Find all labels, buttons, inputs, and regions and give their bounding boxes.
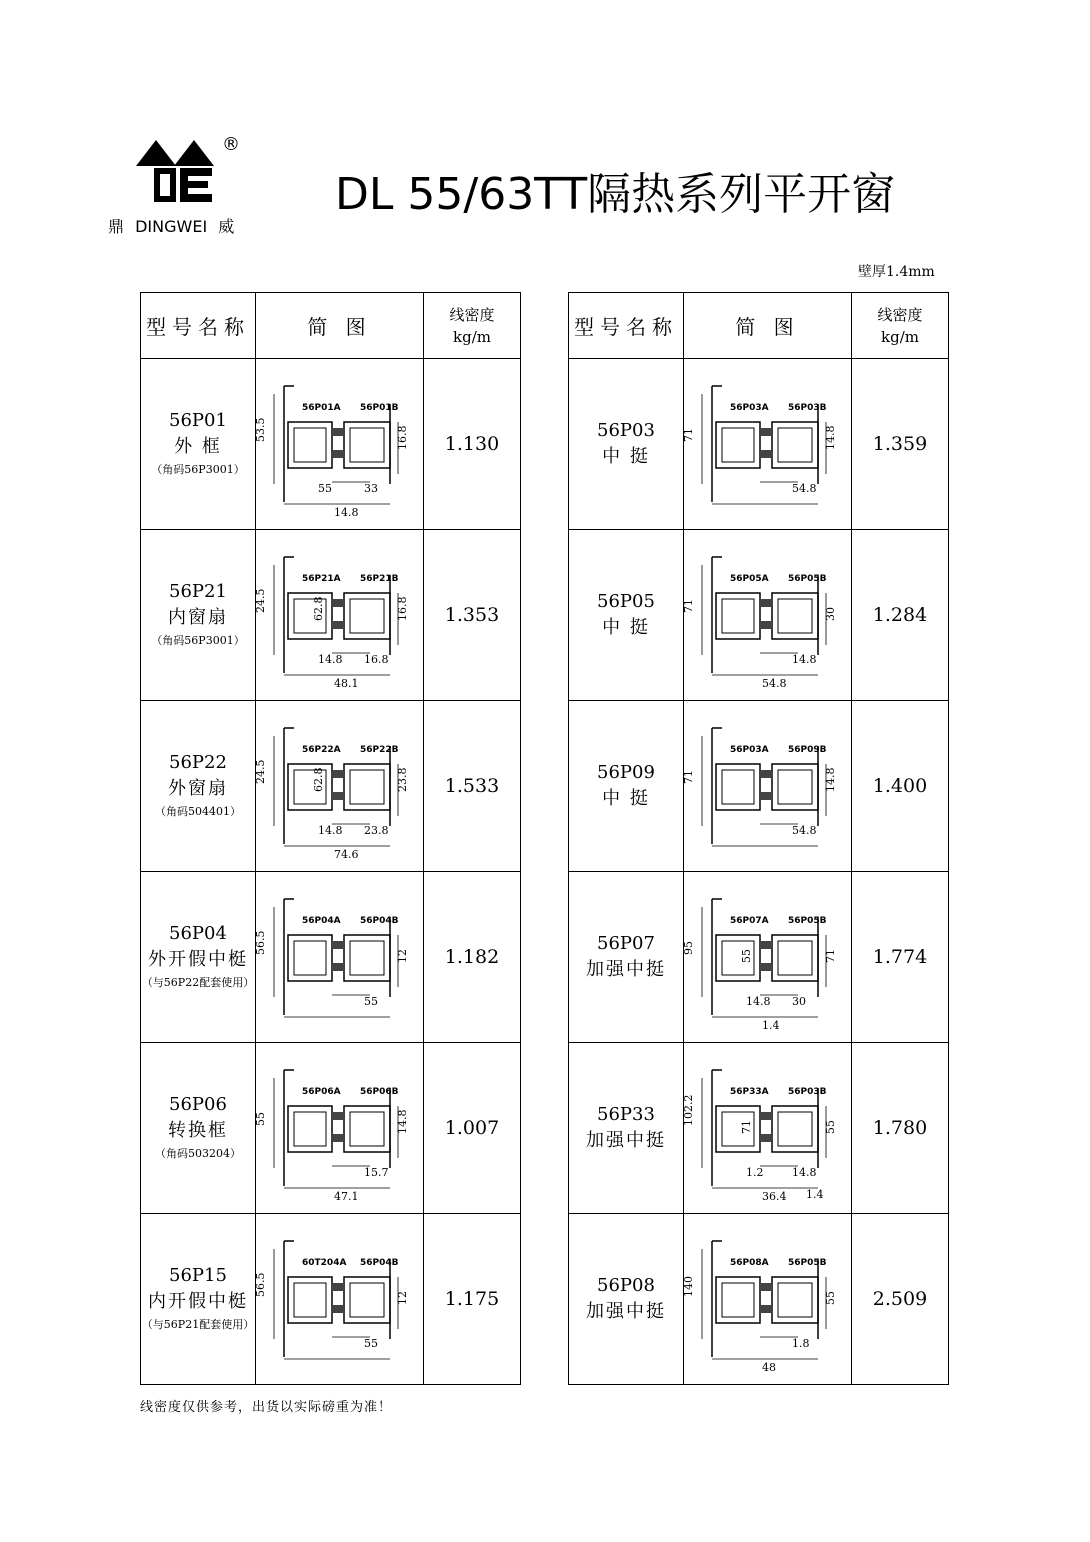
- dimension-label: 30: [791, 995, 806, 1008]
- thermal-break-strip: [332, 1283, 344, 1291]
- dimension-label: 14.8: [791, 1166, 816, 1179]
- dimension-label: 140: [681, 1276, 695, 1297]
- dimension-label: 55: [317, 482, 332, 495]
- dimension-label: 1.2: [745, 1166, 763, 1179]
- profile-chamber: [344, 1106, 390, 1152]
- dimension-label: 95: [681, 941, 695, 955]
- thermal-break-strip: [760, 450, 772, 458]
- thermal-break-strip: [760, 428, 772, 436]
- table-row: [569, 530, 949, 701]
- header-name: 型号名称: [569, 293, 684, 359]
- profile-part-label: 56P03A: [729, 403, 769, 413]
- diagram-cell: [681, 701, 852, 872]
- thermal-break-strip: [332, 1305, 344, 1313]
- dimension-label: 102.2: [681, 1094, 695, 1126]
- profile-chamber: [778, 770, 812, 804]
- profile-part-label: 56P08A: [729, 1258, 769, 1268]
- thermal-break-strip: [332, 963, 344, 971]
- diagram-cell: [253, 359, 424, 530]
- table-row: [141, 530, 521, 701]
- profile-chamber: [778, 941, 812, 975]
- spec-table-left: [140, 292, 521, 1385]
- profile-chamber: [772, 764, 818, 810]
- dimension-label: 14.8: [317, 653, 342, 666]
- profile-chamber: [288, 422, 332, 468]
- brand-en: DINGWEI: [135, 217, 208, 236]
- profile-diagram: [681, 706, 848, 866]
- header-name: 型号名称: [141, 293, 256, 359]
- profile-chamber: [716, 935, 760, 981]
- density-value: 1.175: [424, 1214, 521, 1385]
- dingwei-logo-icon: [136, 136, 216, 206]
- thermal-break-strip: [760, 792, 772, 800]
- profile-chamber: [722, 770, 754, 804]
- profile-part-label: 56P05B: [787, 1258, 827, 1268]
- table-row: [569, 872, 949, 1043]
- dimension-label: 14.8: [823, 425, 837, 450]
- profile-chamber: [350, 941, 384, 975]
- dimension-label: 33: [363, 482, 378, 495]
- profile-chamber: [778, 428, 812, 462]
- profile-part-label: 56P06B: [359, 1087, 399, 1097]
- thermal-break-strip: [332, 941, 344, 949]
- model-code: 56P15: [169, 1265, 227, 1286]
- model-cell: [141, 1214, 256, 1385]
- header-diagram: 简 图: [256, 293, 424, 359]
- profile-chamber: [716, 422, 760, 468]
- dimension-label: 1.4: [805, 1188, 823, 1201]
- profile-part-label: 60T204A: [301, 1258, 346, 1268]
- profile-chamber: [294, 428, 326, 462]
- brand-name: [108, 214, 240, 237]
- thermal-break-strip: [332, 621, 344, 629]
- density-value: 1.400: [852, 701, 949, 872]
- dimension-label: 14.8: [791, 653, 816, 666]
- model-name: 加强中挺: [586, 1301, 666, 1322]
- dimension-label: 55: [253, 1112, 267, 1126]
- profile-diagram: [253, 364, 420, 524]
- model-code: 56P09: [597, 762, 655, 783]
- model-name: 中 挺: [602, 446, 650, 467]
- profile-chamber: [350, 1112, 384, 1146]
- dimension-label: 1.4: [761, 1019, 779, 1032]
- profile-part-label: 56P22A: [301, 745, 341, 755]
- model-name: 中 挺: [602, 788, 650, 809]
- dimension-label: 1.8: [791, 1337, 809, 1350]
- model-note: （角码504401）: [155, 805, 241, 818]
- profile-chamber: [716, 1277, 760, 1323]
- thermal-break-strip: [760, 941, 772, 949]
- spec-table-right: [568, 292, 949, 1385]
- table-row: [141, 359, 521, 530]
- profile-diagram: [253, 706, 420, 866]
- table-row: [141, 872, 521, 1043]
- profile-chamber: [772, 1106, 818, 1152]
- dimension-label: 55: [823, 1291, 837, 1305]
- profile-part-label: 56P03B: [787, 403, 827, 413]
- dimension-label: 36.4: [761, 1190, 786, 1203]
- profile-chamber: [350, 1283, 384, 1317]
- model-note: （与56P22配套使用）: [141, 976, 255, 989]
- brand-cn-left: 鼎: [108, 217, 125, 236]
- model-name: 加强中挺: [586, 1130, 666, 1151]
- profile-chamber: [294, 1112, 326, 1146]
- density-value: 1.780: [852, 1043, 949, 1214]
- profile-chamber: [716, 1106, 760, 1152]
- model-name: 外开假中梃: [148, 949, 248, 970]
- model-code: 56P03: [597, 420, 655, 441]
- model-name: 外 框: [174, 436, 222, 457]
- profile-part-label: 56P07A: [729, 916, 769, 926]
- profile-part-label: 56P21B: [359, 574, 399, 584]
- density-value: 1.359: [852, 359, 949, 530]
- profile-chamber: [350, 770, 384, 804]
- model-cell: [569, 872, 684, 1043]
- dimension-label: 74.6: [333, 848, 358, 861]
- model-note: （角码503204）: [155, 1147, 241, 1160]
- density-value: 1.130: [424, 359, 521, 530]
- dimension-label: 71: [739, 1120, 753, 1134]
- table-row: [569, 1214, 949, 1385]
- profile-diagram: [253, 877, 420, 1037]
- diagram-cell: [253, 872, 424, 1043]
- profile-part-label: 56P05B: [787, 916, 827, 926]
- dimension-label: 16.8: [395, 425, 409, 450]
- diagram-cell: [253, 1043, 424, 1214]
- density-value: 1.774: [852, 872, 949, 1043]
- dimension-label: 47.1: [333, 1190, 358, 1203]
- density-value: 1.353: [424, 530, 521, 701]
- profile-part-label: 56P03B: [787, 1087, 827, 1097]
- profile-diagram: [681, 1048, 848, 1208]
- dimension-label: 14.8: [395, 1109, 409, 1134]
- model-cell: [141, 359, 256, 530]
- thermal-break-strip: [332, 1112, 344, 1120]
- profile-diagram: [681, 1219, 848, 1379]
- dimension-label: 62.8: [311, 596, 325, 621]
- dimension-label: 23.8: [363, 824, 388, 837]
- profile-chamber: [772, 422, 818, 468]
- model-name: 加强中挺: [586, 959, 666, 980]
- diagram-cell: [253, 1214, 424, 1385]
- profile-chamber: [778, 599, 812, 633]
- dimension-label: 56.5: [253, 930, 267, 955]
- thermal-break-strip: [332, 792, 344, 800]
- dimension-label: 23.8: [395, 767, 409, 792]
- dimension-label: 16.8: [363, 653, 388, 666]
- profile-chamber: [288, 764, 332, 810]
- model-code: 56P08: [597, 1275, 655, 1296]
- model-cell: [569, 1043, 684, 1214]
- profile-chamber: [722, 428, 754, 462]
- model-note: （角码56P3001）: [151, 634, 245, 647]
- profile-part-label: 56P09B: [787, 745, 827, 755]
- dimension-label: 54.8: [791, 824, 816, 837]
- profile-part-label: 56P01B: [359, 403, 399, 413]
- profile-chamber: [344, 935, 390, 981]
- brand-cn-right: 威: [218, 217, 235, 236]
- dimension-label: 14.8: [745, 995, 770, 1008]
- model-name: 内开假中梃: [148, 1291, 248, 1312]
- profile-chamber: [294, 1283, 326, 1317]
- profile-chamber: [344, 1277, 390, 1323]
- wall-thickness: 壁厚1.4mm: [858, 264, 935, 280]
- dimension-label: 14.8: [823, 767, 837, 792]
- profile-part-label: 56P04B: [359, 1258, 399, 1268]
- dimension-label: 48.1: [333, 677, 358, 690]
- profile-chamber: [344, 764, 390, 810]
- profile-part-label: 56P06A: [301, 1087, 341, 1097]
- footer-note: 线密度仅供参考，出货以实际磅重为准！: [140, 1400, 393, 1415]
- density-value: 1.533: [424, 701, 521, 872]
- dimension-label: 54.8: [791, 482, 816, 495]
- profile-part-label: 56P03A: [729, 745, 769, 755]
- profile-chamber: [722, 1283, 754, 1317]
- model-cell: [569, 1214, 684, 1385]
- thermal-break-strip: [332, 770, 344, 778]
- dimension-label: 56.5: [253, 1272, 267, 1297]
- dimension-label: 53.5: [253, 417, 267, 442]
- dimension-label: 54.8: [761, 677, 786, 690]
- model-code: 56P06: [169, 1094, 227, 1115]
- profile-part-label: 56P04B: [359, 916, 399, 926]
- density-value: 1.284: [852, 530, 949, 701]
- dimension-label: 15.7: [363, 1166, 388, 1179]
- profile-part-label: 56P04A: [301, 916, 341, 926]
- diagram-cell: [681, 872, 852, 1043]
- profile-chamber: [772, 593, 818, 639]
- table-row: [569, 359, 949, 530]
- dimension-label: 14.8: [333, 506, 358, 519]
- model-cell: [141, 530, 256, 701]
- dimension-label: 48: [761, 1361, 776, 1374]
- profile-chamber: [772, 935, 818, 981]
- model-cell: [569, 530, 684, 701]
- model-name: 外窗扇: [168, 778, 228, 799]
- profile-chamber: [288, 593, 332, 639]
- thermal-break-strip: [332, 428, 344, 436]
- model-cell: [141, 701, 256, 872]
- profile-chamber: [778, 1112, 812, 1146]
- dimension-label: 71: [681, 599, 695, 613]
- profile-chamber: [778, 1283, 812, 1317]
- diagram-cell: [681, 1214, 852, 1385]
- dimension-label: 12: [395, 949, 409, 963]
- model-code: 56P21: [169, 581, 227, 602]
- model-name: 转换框: [168, 1120, 228, 1141]
- thermal-break-strip: [332, 450, 344, 458]
- profile-chamber: [716, 593, 760, 639]
- profile-part-label: 56P01A: [301, 403, 341, 413]
- model-code: 56P04: [169, 923, 227, 944]
- diagram-cell: [253, 701, 424, 872]
- dimension-label: 71: [823, 949, 837, 963]
- dimension-label: 12: [395, 1291, 409, 1305]
- profile-chamber: [288, 1277, 332, 1323]
- profile-chamber: [350, 428, 384, 462]
- density-value: 1.007: [424, 1043, 521, 1214]
- thermal-break-strip: [760, 1134, 772, 1142]
- dimension-label: 55: [363, 1337, 378, 1350]
- diagram-cell: [681, 359, 852, 530]
- dimension-label: 62.8: [311, 767, 325, 792]
- dimension-label: 71: [681, 428, 695, 442]
- profile-part-label: 56P22B: [359, 745, 399, 755]
- thermal-break-strip: [760, 621, 772, 629]
- profile-chamber: [344, 593, 390, 639]
- profile-part-label: 56P33A: [729, 1087, 769, 1097]
- profile-diagram: [253, 1219, 420, 1379]
- profile-chamber: [288, 1106, 332, 1152]
- profile-chamber: [288, 935, 332, 981]
- header-density: 线密度 kg/m: [852, 293, 949, 359]
- profile-chamber: [722, 599, 754, 633]
- profile-chamber: [772, 1277, 818, 1323]
- thermal-break-strip: [332, 1134, 344, 1142]
- dimension-label: 55: [823, 1120, 837, 1134]
- table-row: [141, 1043, 521, 1214]
- dimension-label: 24.5: [253, 759, 267, 784]
- profile-diagram: [253, 1048, 420, 1208]
- table-row: [141, 701, 521, 872]
- model-cell: [141, 872, 256, 1043]
- dimension-label: 16.8: [395, 596, 409, 621]
- table-row: [141, 1214, 521, 1385]
- profile-chamber: [344, 422, 390, 468]
- density-value: 2.509: [852, 1214, 949, 1385]
- thermal-break-strip: [760, 770, 772, 778]
- profile-part-label: 56P05B: [787, 574, 827, 584]
- model-code: 56P33: [597, 1104, 655, 1125]
- profile-diagram: [681, 364, 848, 524]
- model-note: （与56P21配套使用）: [141, 1318, 255, 1331]
- profile-diagram: [253, 535, 420, 695]
- page-title: DL 55/63TT隔热系列平开窗: [335, 169, 896, 220]
- thermal-break-strip: [760, 1305, 772, 1313]
- model-code: 56P07: [597, 933, 655, 954]
- model-cell: [569, 701, 684, 872]
- table-row: [569, 701, 949, 872]
- density-value: 1.182: [424, 872, 521, 1043]
- model-code: 56P01: [169, 410, 227, 431]
- model-cell: [141, 1043, 256, 1214]
- model-note: （角码56P3001）: [151, 463, 245, 476]
- header-diagram: 简 图: [684, 293, 852, 359]
- thermal-break-strip: [332, 599, 344, 607]
- model-name: 内窗扇: [168, 607, 228, 628]
- dimension-label: 24.5: [253, 588, 267, 613]
- thermal-break-strip: [760, 963, 772, 971]
- dimension-label: 55: [739, 949, 753, 963]
- model-code: 56P05: [597, 591, 655, 612]
- dimension-label: 55: [363, 995, 378, 1008]
- diagram-cell: [681, 1043, 852, 1214]
- profile-chamber: [716, 764, 760, 810]
- profile-chamber: [350, 599, 384, 633]
- thermal-break-strip: [760, 1112, 772, 1120]
- table-row: [569, 1043, 949, 1214]
- header-density: 线密度 kg/m: [424, 293, 521, 359]
- profile-part-label: 56P05A: [729, 574, 769, 584]
- diagram-cell: [681, 530, 852, 701]
- thermal-break-strip: [760, 599, 772, 607]
- registered-mark: ®: [222, 134, 240, 155]
- dimension-label: 71: [681, 770, 695, 784]
- profile-diagram: [681, 535, 848, 695]
- dimension-label: 14.8: [317, 824, 342, 837]
- model-cell: [569, 359, 684, 530]
- model-code: 56P22: [169, 752, 227, 773]
- profile-part-label: 56P21A: [301, 574, 341, 584]
- profile-diagram: [681, 877, 848, 1037]
- thermal-break-strip: [760, 1283, 772, 1291]
- model-name: 中 挺: [602, 617, 650, 638]
- profile-chamber: [294, 941, 326, 975]
- dimension-label: 30: [823, 607, 837, 621]
- diagram-cell: [253, 530, 424, 701]
